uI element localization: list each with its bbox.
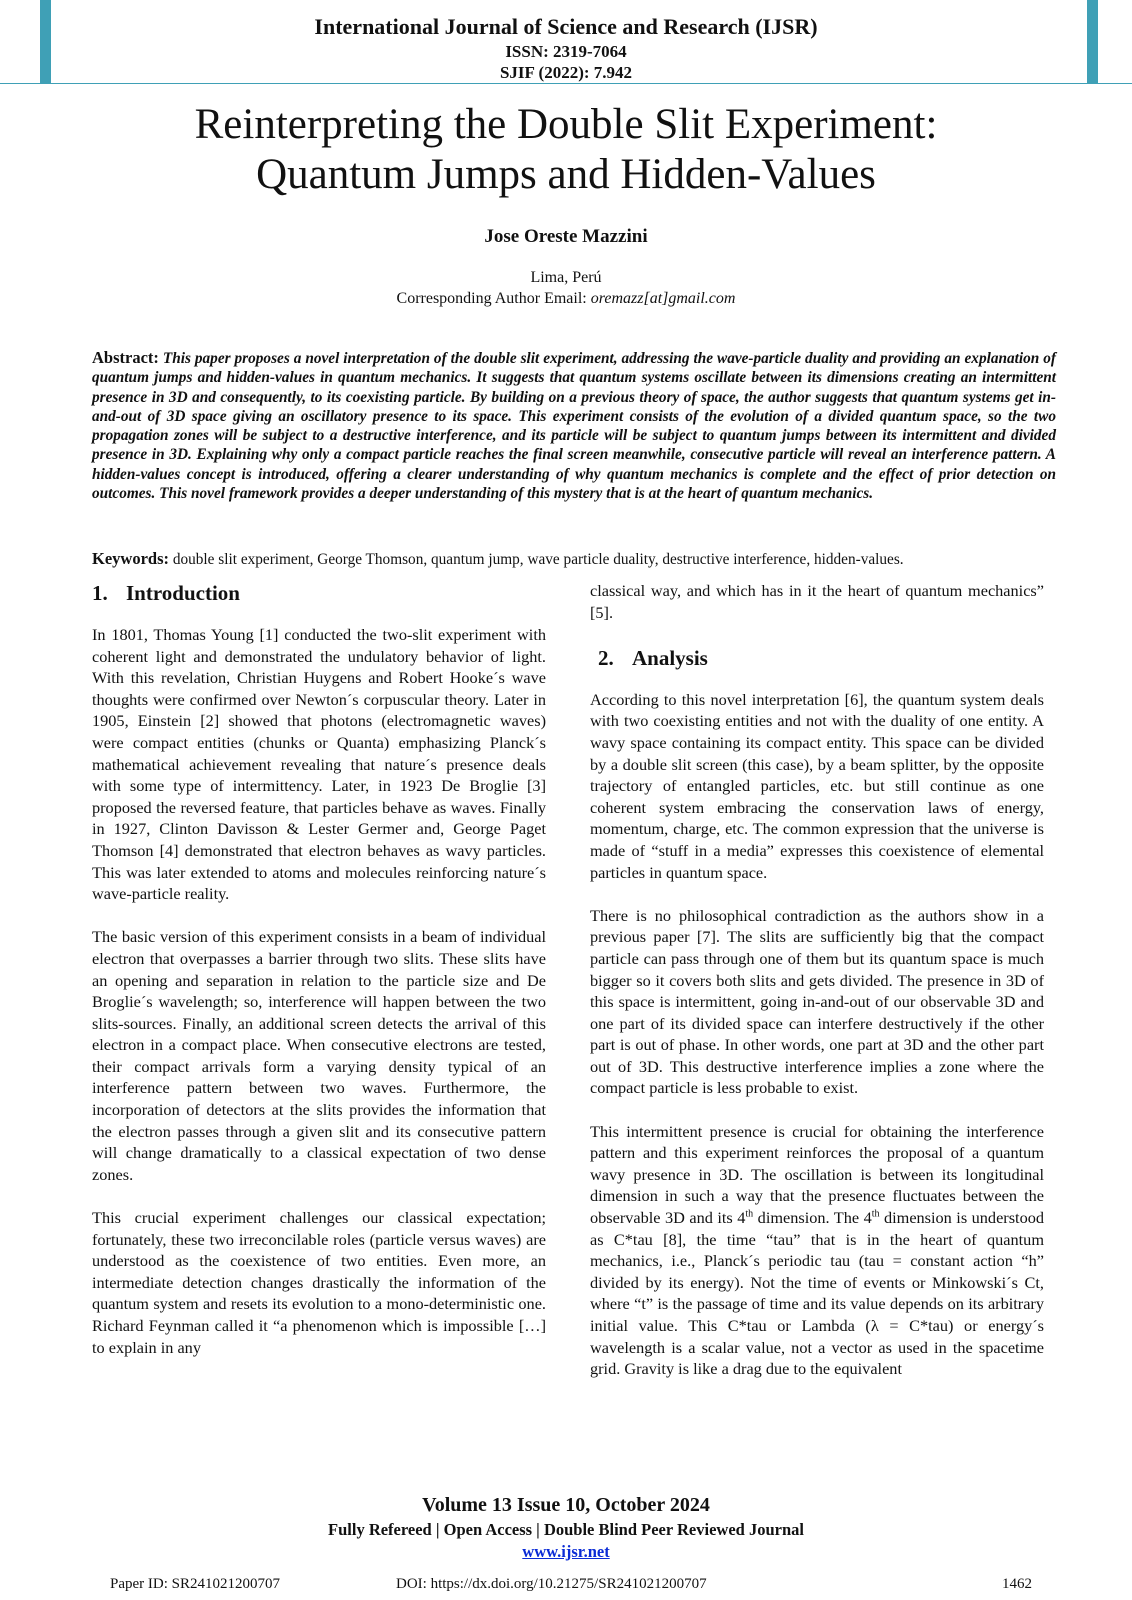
- abstract-label: Abstract:: [92, 348, 159, 367]
- analysis-paragraph-1: According to this novel interpretation [6], the quantum system deals with two coexisting entities and not with the duality of one entity. A wavy space containing its compact entity. This space can be divided by a double slit screen (this case), by a beam splitter, by the opposite trajectory of entangled particles, etc. but still continue as one coherent system embracing the conservation laws of energy, momentum, charge, etc. The common expression that the universe is made of “stuff in a media” expresses this coexistence of elemental particles in quantum space.: [590, 689, 1044, 882]
- intro-paragraph-3-continued: classical way, and which has in it the heart of quantum mechanics” [5].: [590, 581, 1044, 622]
- right-column: [590, 580, 1044, 1401]
- intro-paragraph-2: The basic version of this experiment consists in a beam of individual electron that overpasses a barrier through two slits. These slits have an opening and separation in relation to the particle size and De Broglie´s wavelength; so, interference will happen between the two slits-sources. Finally, an additional screen detects the arrival of this electron in a compact place. When consecutive electrons are tested, their compact arrivals form a varying density typical of an interference pattern between two waves. Furthermore, the incorporation of detectors at the slits provides the information that the electron passes through a given slit and its consecutive pattern will change dramatically to a classical expectation of two dense zones.: [92, 927, 546, 1184]
- paper-title: [60, 100, 1072, 200]
- footer-page-number: 1462: [1002, 1576, 1032, 1592]
- text-run: This intermittent presence is crucial for obtaining the interference pattern and this experiment reinforces the proposal of a quantum wavy presence in 3D. The oscillation is between its longitudinal dimension in such a way that the presence fluctuates between the observable 3D and its 4: [590, 1121, 1044, 1228]
- intro-paragraph-3: This crucial experiment challenges our classical expectation; fortunately, these two irreconcilable roles (particle versus waves) are understood as the coexistence of two entities. Even more, an intermediate detection changes drastically the information of the quantum system and resets its evolution to a mono-deterministic one. Richard Feynman called it “a phenomenon which is impossible […] to explain in any: [92, 1208, 546, 1357]
- analysis-paragraph-3: [590, 1121, 1044, 1380]
- section-title: Analysis: [632, 645, 708, 670]
- abstract-text: This paper proposes a novel interpretation of the double slit experiment, addressing the wave-particle duality and providing an explanation of quantum jumps and hidden-values in quantum mechanics. It suggests that quantum systems oscillate between its dimensions creating an intermittent presence in 3D and consequently, to its coexisting particle. By building on a previous theory of space, the author suggests that quantum systems get in-and-out of 3D space giving an oscillatory presence to its space. This experiment consists of the evolution of a divided quantum space, so the two propagation zones will be subject to a destructive interference, and its particle will be subject to quantum jumps between its intermittent and divided presence in 3D. Explaining why only a compact particle reaches the final screen meanwhile, consecutive particle will reveal an interference pattern. A hidden-values concept is introduced, offering a clearer understanding of why quantum mechanics is complete and the effect of prior detection on outcomes. This novel framework provides a deeper understanding of this mystery that is at the heart of quantum mechanics.: [92, 350, 1057, 503]
- superscript: th: [745, 1208, 754, 1220]
- footer-website-link[interactable]: www.ijsr.net: [522, 1542, 610, 1561]
- paper-title-line-2: Quantum Jumps and Hidden-Values: [256, 151, 876, 198]
- section-analysis-heading: [598, 645, 1044, 671]
- footer-volume: Volume 13 Issue 10, October 2024: [422, 1494, 710, 1516]
- author-name: Jose Oreste Mazzini: [484, 226, 648, 247]
- journal-issn: ISSN: 2319-7064: [505, 42, 627, 61]
- journal-name: International Journal of Science and Research (IJSR): [314, 14, 818, 39]
- section-title: Introduction: [126, 581, 240, 605]
- header-rule: [0, 83, 1132, 84]
- author-email-line: [0, 289, 1132, 309]
- footer-doi: DOI: https://dx.doi.org/10.21275/SR241021200707: [396, 1576, 707, 1592]
- paper-title-line-1: Reinterpreting the Double Slit Experiment:: [194, 101, 938, 148]
- keywords-text: double slit experiment, George Thomson, quantum jump, wave particle duality, destructive interference, hidden-values.: [172, 551, 904, 568]
- journal-sjif: SJIF (2022): 7.942: [499, 63, 633, 82]
- text-run: dimension is understood as C*tau [8], the time “tau” that is in the heart of quantum mechanics, i.e., Planck´s periodic tau (tau = constant action “h” divided by its energy). Not the time of events or Minkowski´s Ct, where “t” is the passage of time and its value depends on its arbitrary initial value. This C*tau or Lambda (λ = C*tau) or energy´s wavelength is a scalar value, not a vector as used in the spacetime grid. Gravity is like a drag due to the equivalent: [590, 1208, 1045, 1379]
- email-label: Corresponding Author Email:: [396, 290, 587, 307]
- superscript: th: [871, 1208, 880, 1220]
- intro-paragraph-1: In 1801, Thomas Young [1] conducted the two-slit experiment with coherent light and demonstrated the undulatory behavior of light. With this revelation, Christian Huygens and Robert Hooke´s wave thoughts were confirmed over Newton´s corpuscular theory. Later in 1905, Einstein [2] showed that photons (electromagnetic waves) were compact entities (chunks or Quanta) emphasizing Planck´s mathematical achievement revealing that nature´s presence deals with some type of intermittency. Later, in 1923 De Broglie [3] proposed the reversed feature, that particles behave as waves. Finally in 1927, Clinton Davisson & Lester Germer and, George Paget Thomson [4] demonstrated that electron behaves as wavy particles. This was later extended to atoms and molecules reinforcing nature´s wave-particle reality.: [92, 625, 546, 904]
- text-run: dimension. The 4: [753, 1208, 872, 1228]
- footer-refereed: Fully Refereed | Open Access | Double Blind Peer Reviewed Journal: [328, 1520, 804, 1539]
- section-number: 2.: [598, 645, 614, 670]
- section-introduction-heading: [92, 580, 546, 606]
- abstract: [92, 348, 1056, 503]
- author-email: oremazz[at]gmail.com: [590, 290, 736, 307]
- section-number: 1.: [92, 581, 108, 605]
- keywords-label: Keywords:: [92, 549, 169, 568]
- author-affiliation: Lima, Perú: [530, 269, 602, 286]
- analysis-paragraph-2: There is no philosophical contradiction as the authors show in a previous paper [7]. The slits are sufficiently big that the compact particle can pass through one of them but its quantum space is much bigger so it covers both slits and gets divided. The presence in 3D of this space is intermittent, going in-and-out of our observable 3D and one part of its divided space can interfere destructively if the other part is out of phase. In other words, one part at 3D and the other part out of 3D. This destructive interference implies a zone where the compact particle is less probable to exist.: [590, 905, 1044, 1098]
- footer-paper-id: Paper ID: SR241021200707: [110, 1576, 280, 1592]
- left-column: [92, 580, 546, 1380]
- keywords: [92, 549, 1056, 569]
